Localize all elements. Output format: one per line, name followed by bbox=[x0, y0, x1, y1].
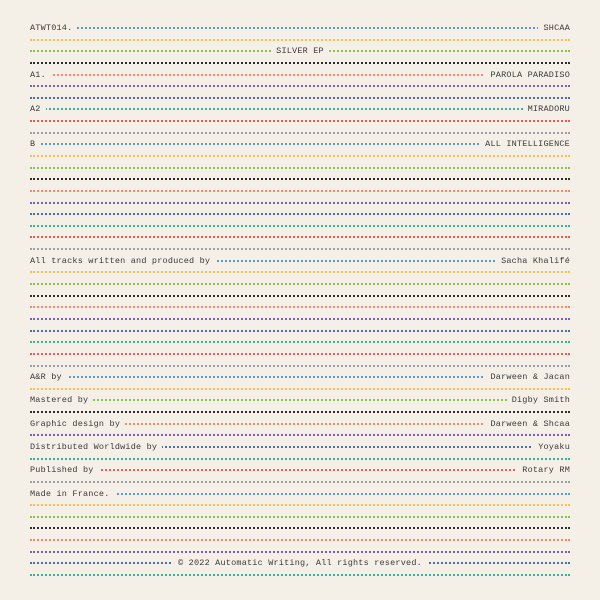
dotted-row bbox=[30, 138, 570, 150]
dotted-leader bbox=[30, 271, 570, 273]
dotted-row bbox=[30, 173, 570, 185]
dotted-row bbox=[30, 220, 570, 232]
dotted-row bbox=[30, 476, 570, 488]
dotted-leader bbox=[30, 178, 570, 180]
right-text: Rotary RM bbox=[517, 464, 570, 476]
dotted-leader bbox=[30, 85, 570, 87]
dotted-leader bbox=[30, 527, 570, 529]
dotted-row bbox=[30, 255, 570, 267]
dotted-leader bbox=[30, 469, 570, 471]
dotted-leader bbox=[30, 97, 570, 99]
dotted-leader bbox=[30, 399, 570, 401]
right-text: SHCAA bbox=[538, 22, 570, 34]
left-text: A2 bbox=[30, 103, 46, 115]
dotted-leader bbox=[30, 341, 570, 343]
dotted-leader bbox=[30, 551, 570, 553]
dotted-row bbox=[30, 453, 570, 465]
dotted-row bbox=[30, 150, 570, 162]
dotted-leader bbox=[30, 202, 570, 204]
dotted-row bbox=[30, 290, 570, 302]
dotted-row bbox=[30, 429, 570, 441]
dotted-leader bbox=[30, 283, 570, 285]
dotted-row bbox=[30, 394, 570, 406]
dotted-row bbox=[30, 231, 570, 243]
left-text: A&R by bbox=[30, 371, 67, 383]
dotted-leader bbox=[30, 574, 570, 576]
right-text: MIRADORU bbox=[523, 103, 570, 115]
dotted-row bbox=[30, 45, 570, 57]
dotted-row bbox=[30, 22, 570, 34]
dotted-leader bbox=[30, 434, 570, 436]
dotted-row bbox=[30, 301, 570, 313]
dotted-row bbox=[30, 325, 570, 337]
dotted-row bbox=[30, 464, 570, 476]
dotted-leader bbox=[30, 62, 570, 64]
dotted-row bbox=[30, 34, 570, 46]
dotted-row bbox=[30, 534, 570, 546]
right-text: Yoyaku bbox=[533, 441, 570, 453]
dotted-row bbox=[30, 441, 570, 453]
dotted-row bbox=[30, 278, 570, 290]
right-text: Digby Smith bbox=[507, 394, 570, 406]
dotted-row bbox=[30, 522, 570, 534]
dotted-row bbox=[30, 162, 570, 174]
centered-text: © 2022 Automatic Writing, All rights reserved. bbox=[173, 557, 427, 569]
dotted-leader bbox=[30, 155, 570, 157]
dotted-row bbox=[30, 313, 570, 325]
dotted-leader bbox=[30, 365, 570, 367]
dotted-row bbox=[30, 406, 570, 418]
dotted-leader bbox=[30, 458, 570, 460]
dotted-leader bbox=[30, 306, 570, 308]
dotted-leader bbox=[30, 504, 570, 506]
dotted-row bbox=[30, 208, 570, 220]
dotted-leader bbox=[30, 120, 570, 122]
dotted-row bbox=[30, 92, 570, 104]
dotted-row bbox=[30, 127, 570, 139]
dotted-row bbox=[30, 557, 570, 569]
dotted-leader bbox=[30, 539, 570, 541]
centered-text: SILVER EP bbox=[271, 45, 329, 57]
dotted-leader bbox=[30, 27, 570, 29]
dotted-row bbox=[30, 197, 570, 209]
dotted-leader bbox=[30, 353, 570, 355]
right-text: Darween & Shcaa bbox=[485, 418, 570, 430]
dotted-row bbox=[30, 488, 570, 500]
right-text: Sacha Khalifé bbox=[496, 255, 570, 267]
dotted-row bbox=[30, 103, 570, 115]
dotted-leader bbox=[30, 190, 570, 192]
dotted-row bbox=[30, 511, 570, 523]
dotted-leader bbox=[30, 295, 570, 297]
dotted-leader bbox=[30, 388, 570, 390]
dotted-row bbox=[30, 546, 570, 558]
right-text: ALL INTELLIGENCE bbox=[480, 138, 570, 150]
dotted-leader bbox=[30, 39, 570, 41]
dotted-leader bbox=[30, 248, 570, 250]
dotted-row bbox=[30, 348, 570, 360]
dotted-row bbox=[30, 418, 570, 430]
dotted-leader bbox=[30, 213, 570, 215]
dotted-leader bbox=[30, 132, 570, 134]
dotted-row bbox=[30, 371, 570, 383]
dotted-row bbox=[30, 185, 570, 197]
dotted-leader bbox=[30, 167, 570, 169]
dotted-row bbox=[30, 57, 570, 69]
left-text: ATWT014. bbox=[30, 22, 77, 34]
dotted-leader bbox=[30, 516, 570, 518]
dotted-leader bbox=[30, 411, 570, 413]
dotted-leader bbox=[30, 481, 570, 483]
left-text: Published by bbox=[30, 464, 99, 476]
dotted-row bbox=[30, 266, 570, 278]
left-text: All tracks written and produced by bbox=[30, 255, 215, 267]
left-text: Mastered by bbox=[30, 394, 93, 406]
dotted-row bbox=[30, 69, 570, 81]
left-text: Graphic design by bbox=[30, 418, 125, 430]
left-text: Made in France. bbox=[30, 488, 115, 500]
dotted-row bbox=[30, 243, 570, 255]
dotted-row bbox=[30, 115, 570, 127]
left-text: A1. bbox=[30, 69, 51, 81]
left-text: Distributed Worldwide by bbox=[30, 441, 162, 453]
left-text: B bbox=[30, 138, 40, 150]
dotted-leader bbox=[30, 236, 570, 238]
dotted-leader bbox=[30, 225, 570, 227]
dotted-leader bbox=[30, 330, 570, 332]
dotted-row bbox=[30, 499, 570, 511]
dotted-leader bbox=[30, 318, 570, 320]
dotted-row bbox=[30, 80, 570, 92]
dotted-row bbox=[30, 569, 570, 581]
dotted-row bbox=[30, 383, 570, 395]
right-text: Darween & Jacan bbox=[485, 371, 570, 383]
dotted-row bbox=[30, 360, 570, 372]
dotted-row bbox=[30, 336, 570, 348]
dotted-leader bbox=[30, 108, 570, 110]
right-text: PAROLA PARADISO bbox=[485, 69, 570, 81]
